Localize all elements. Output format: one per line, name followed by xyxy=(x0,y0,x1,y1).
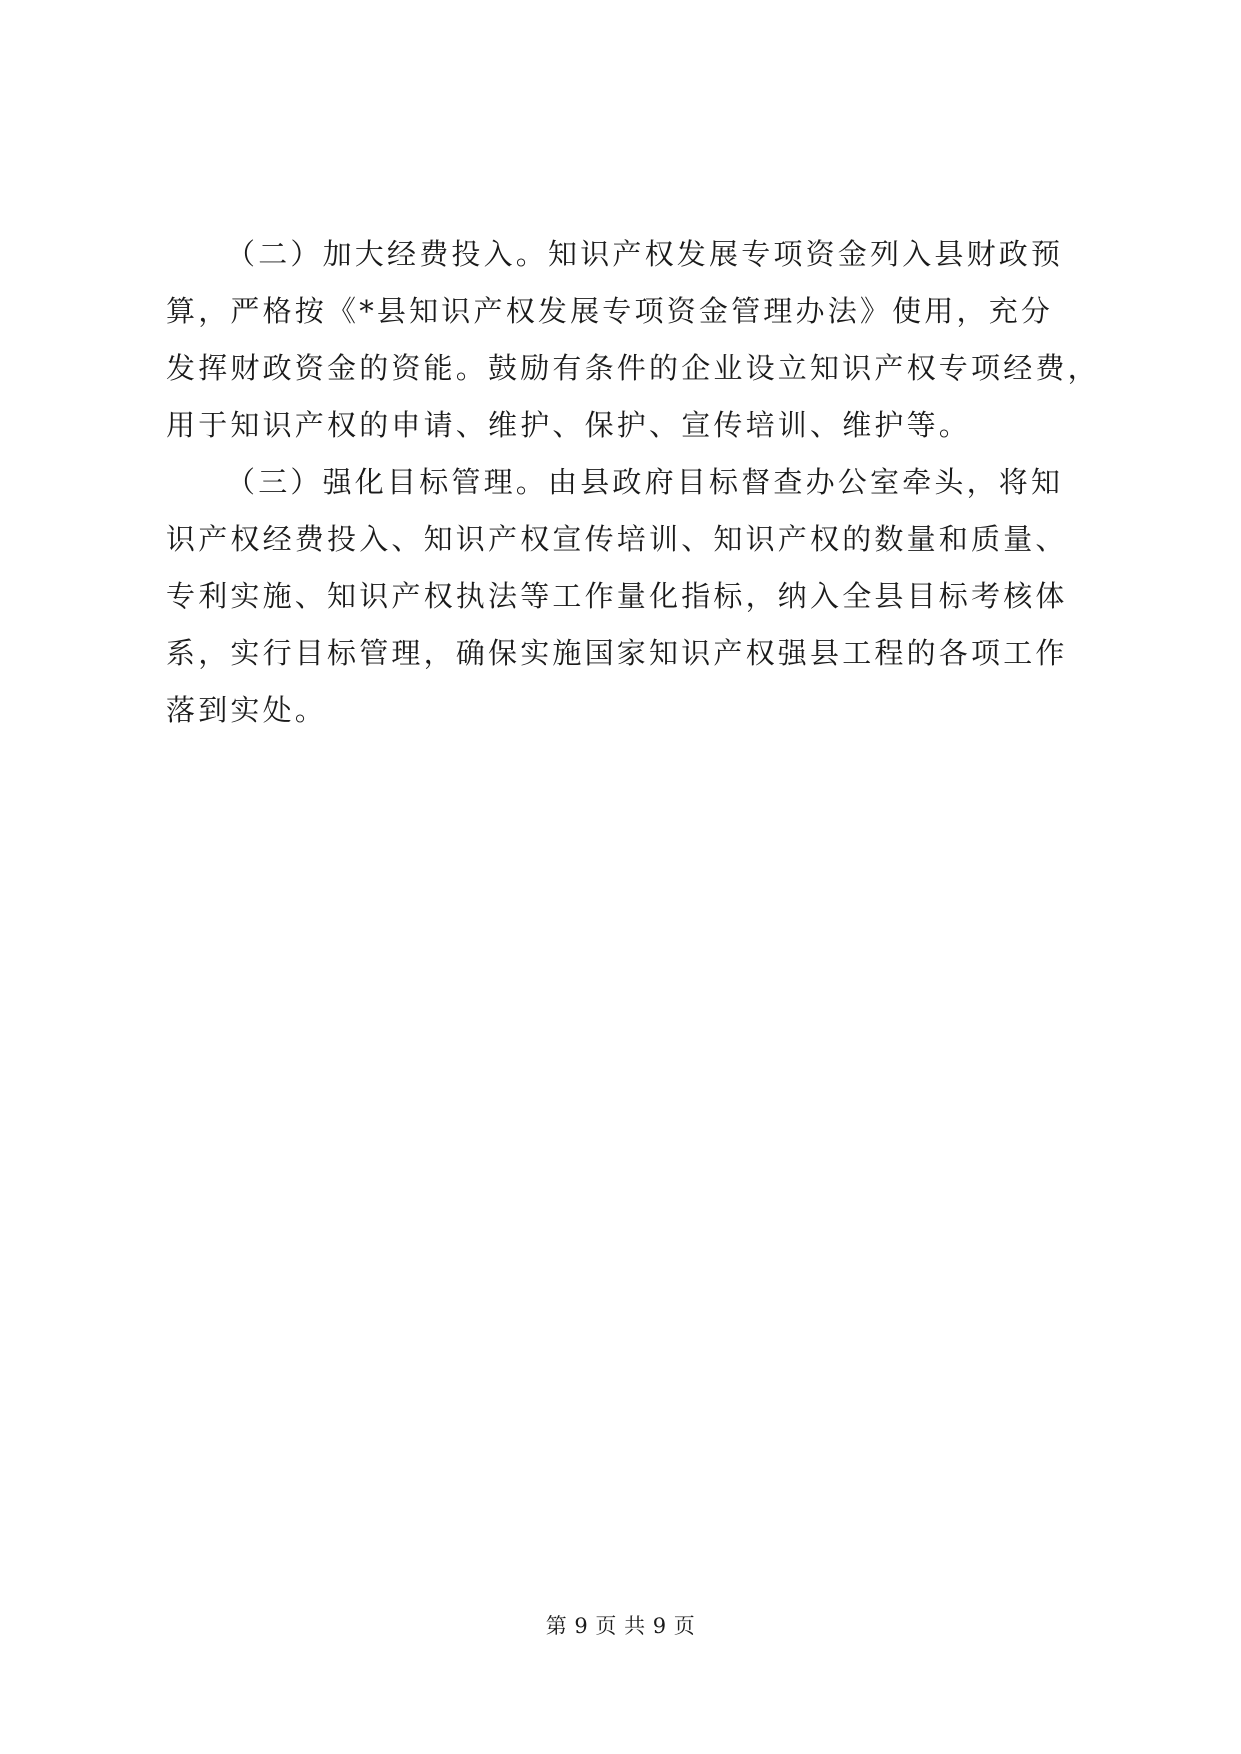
text-line: 专利实施、知识产权执法等工作量化指标，纳入全县目标考核体 xyxy=(166,579,1068,613)
text-line: 落到实处。 xyxy=(166,693,328,727)
text-line: （三）强化目标管理。由县政府目标督查办公室牵头，将知 xyxy=(226,465,1064,499)
text-line: 用于知识产权的申请、维护、保护、宣传培训、维护等。 xyxy=(166,408,972,442)
text-line: 识产权经费投入、知识产权宣传培训、知识产权的数量和质量、 xyxy=(166,522,1068,556)
document-body xyxy=(166,226,1126,739)
text-line: （二）加大经费投入。知识产权发展专项资金列入县财政预 xyxy=(226,237,1064,271)
text-line: 算，严格按《*县知识产权发展专项资金管理办法》使用，充分 xyxy=(166,294,1054,328)
paragraph-funding xyxy=(166,226,1126,454)
paragraph-target-management xyxy=(166,454,1126,739)
page-number-footer: 第 9 页 共 9 页 xyxy=(545,1614,696,1638)
text-line: 发挥财政资金的资能。鼓励有条件的企业设立知识产权专项经费， xyxy=(166,351,1100,385)
text-line: 系，实行目标管理，确保实施国家知识产权强县工程的各项工作 xyxy=(166,636,1068,670)
